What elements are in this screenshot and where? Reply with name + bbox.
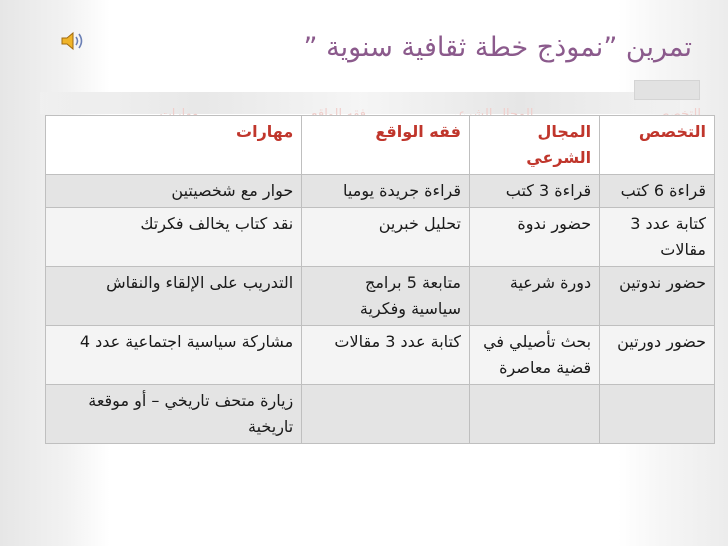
table-cell: حضور ندوتين	[600, 267, 715, 326]
table-row	[46, 326, 715, 385]
table-header-row	[46, 116, 715, 175]
header-specialization: التخصص	[600, 116, 715, 175]
table-cell: قراءة 6 كتب	[600, 175, 715, 208]
table-row	[46, 267, 715, 326]
table-cell: نقد كتاب يخالف فكرتك	[46, 208, 302, 267]
header-current-affairs: فقه الواقع	[302, 116, 470, 175]
table-cell	[600, 385, 715, 444]
speaker-icon[interactable]	[60, 30, 86, 52]
table-cell: حضور ندوة	[470, 208, 600, 267]
table-cell: مشاركة سياسية اجتماعية عدد 4	[46, 326, 302, 385]
table-cell: حضور دورتين	[600, 326, 715, 385]
table-cell: كتابة عدد 3 مقالات	[302, 326, 470, 385]
table-cell: قراءة جريدة يوميا	[302, 175, 470, 208]
table-cell: تحليل خبرين	[302, 208, 470, 267]
table-cell: التدريب على الإلقاء والنقاش	[46, 267, 302, 326]
header-sharia-field: المجال الشرعي	[470, 116, 600, 175]
table-row	[46, 175, 715, 208]
table-cell: بحث تأصيلي في قضية معاصرة	[470, 326, 600, 385]
table-row	[46, 208, 715, 267]
table-row	[46, 385, 715, 444]
decorative-box	[634, 80, 700, 100]
header-skills: مهارات	[46, 116, 302, 175]
table-cell: كتابة عدد 3 مقالات	[600, 208, 715, 267]
table-cell: قراءة 3 كتب	[470, 175, 600, 208]
culture-plan-table	[45, 115, 715, 444]
table-cell: زيارة متحف تاريخي – أو موقعة تاريخية	[46, 385, 302, 444]
table-cell: دورة شرعية	[470, 267, 600, 326]
table-cell: متابعة 5 برامج سياسية وفكرية	[302, 267, 470, 326]
slide-title: تمرين ”نموذج خطة ثقافية سنوية ”	[303, 32, 692, 63]
table-cell	[302, 385, 470, 444]
table-cell	[470, 385, 600, 444]
table-cell: حوار مع شخصيتين	[46, 175, 302, 208]
